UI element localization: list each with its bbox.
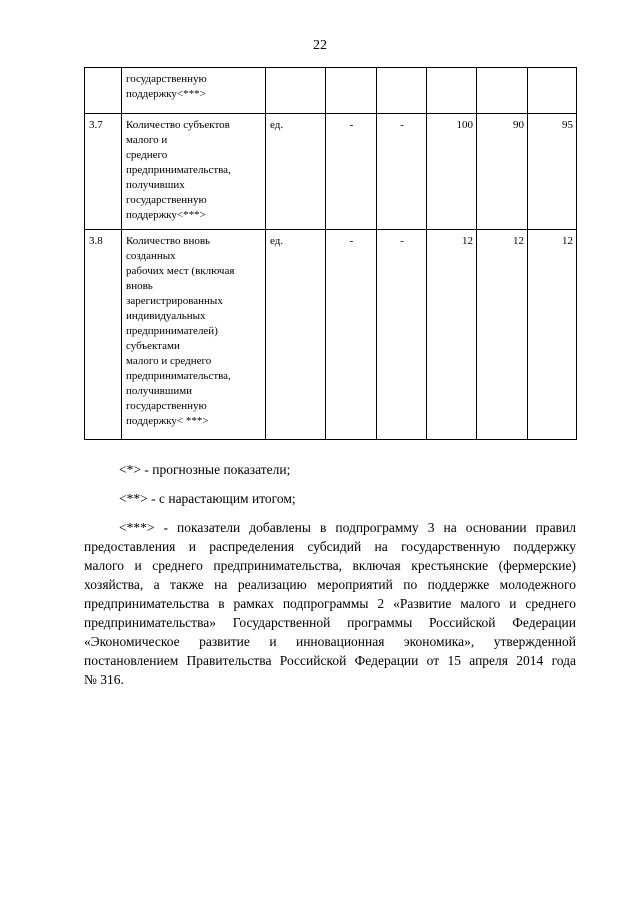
indicator-name-line: государственную	[126, 73, 207, 85]
indicator-name	[122, 114, 266, 230]
unit-cell	[266, 68, 326, 114]
row-number	[85, 68, 122, 114]
page-number: 22	[313, 38, 327, 53]
indicator-name-line: получившими	[126, 385, 193, 397]
indicator-name	[122, 68, 266, 114]
unit-cell: ед.	[266, 114, 326, 230]
row-number: 3.7	[85, 114, 122, 230]
footnote-forecast: <*> - прогнозные показатели;	[119, 462, 291, 477]
indicator-name-line: индивидуальных	[126, 310, 206, 322]
value-cell: -	[377, 114, 427, 230]
value-cell	[427, 68, 477, 114]
indicator-name-line: получивших	[126, 179, 185, 191]
value-cell: -	[377, 230, 427, 440]
indicator-name-line: малого и	[126, 134, 168, 146]
table-row	[85, 230, 577, 440]
indicator-name-line: поддержку<***>	[126, 88, 206, 100]
paragraph-line: хозяйства, а также на реализацию мероприятий по поддержке молодежного	[84, 577, 576, 592]
paragraph-line: предпринимательства» Государственной программы Российской Федерации	[84, 615, 576, 630]
value-cell: 95	[528, 114, 577, 230]
paragraph-line: предпринимательства в рамках подпрограммы 2 «Развитие малого и среднего	[84, 596, 576, 611]
value-cell: -	[326, 114, 377, 230]
value-cell: 100	[427, 114, 477, 230]
indicator-name-line: малого и среднего	[126, 355, 212, 367]
paragraph-line: постановлением Правительства Российской Федерации от 15 апреля 2014 года	[84, 653, 576, 668]
value-cell: 12	[528, 230, 577, 440]
indicator-name-line: субъектами	[126, 340, 180, 352]
value-cell: 90	[477, 114, 528, 230]
table-row	[85, 68, 577, 114]
paragraph-line: <***> - показатели добавлены в подпрограмму 3 на основании правил	[119, 520, 576, 535]
indicator-name-line: предпринимательства,	[126, 164, 231, 176]
indicator-name-line: поддержку< ***>	[126, 415, 209, 427]
unit-cell: ед.	[266, 230, 326, 440]
value-cell: 12	[427, 230, 477, 440]
value-cell: -	[326, 230, 377, 440]
value-cell	[528, 68, 577, 114]
indicator-name-line: вновь	[126, 280, 153, 292]
value-cell	[326, 68, 377, 114]
footnote-added-indicators	[84, 518, 576, 689]
indicator-name-line: рабочих мест (включая	[126, 265, 235, 277]
footnote-separator: --------------------------------	[119, 433, 246, 445]
indicator-name-line: государственную	[126, 400, 207, 412]
value-cell	[477, 68, 528, 114]
indicator-name-line: созданных	[126, 250, 176, 262]
paragraph-line: «Экономическое развитие и инновационная экономика», утвержденной	[84, 634, 576, 649]
indicator-name-line: поддержку<***>	[126, 209, 206, 221]
footnote-cumulative: <**> - с нарастающим итогом;	[119, 491, 296, 506]
paragraph-line: малого и среднего предпринимательства, включая крестьянские (фермерские)	[84, 558, 576, 573]
indicator-name-line: Количество субъектов	[126, 119, 230, 131]
indicator-name-line: зарегистрированных	[126, 295, 223, 307]
table-row	[85, 114, 577, 230]
indicator-table	[84, 67, 577, 440]
indicator-name-line: государственную	[126, 194, 207, 206]
paragraph-line: № 316.	[84, 672, 124, 687]
indicator-name-line: предпринимательства,	[126, 370, 231, 382]
value-cell	[377, 68, 427, 114]
paragraph-line: предоставления и распределения субсидий на государственную поддержку	[84, 539, 576, 554]
indicator-name-line: предпринимателей)	[126, 325, 218, 337]
indicator-name	[122, 230, 266, 440]
indicator-name-line: среднего	[126, 149, 168, 161]
value-cell: 12	[477, 230, 528, 440]
indicator-name-line: Количество вновь	[126, 235, 211, 247]
row-number: 3.8	[85, 230, 122, 440]
